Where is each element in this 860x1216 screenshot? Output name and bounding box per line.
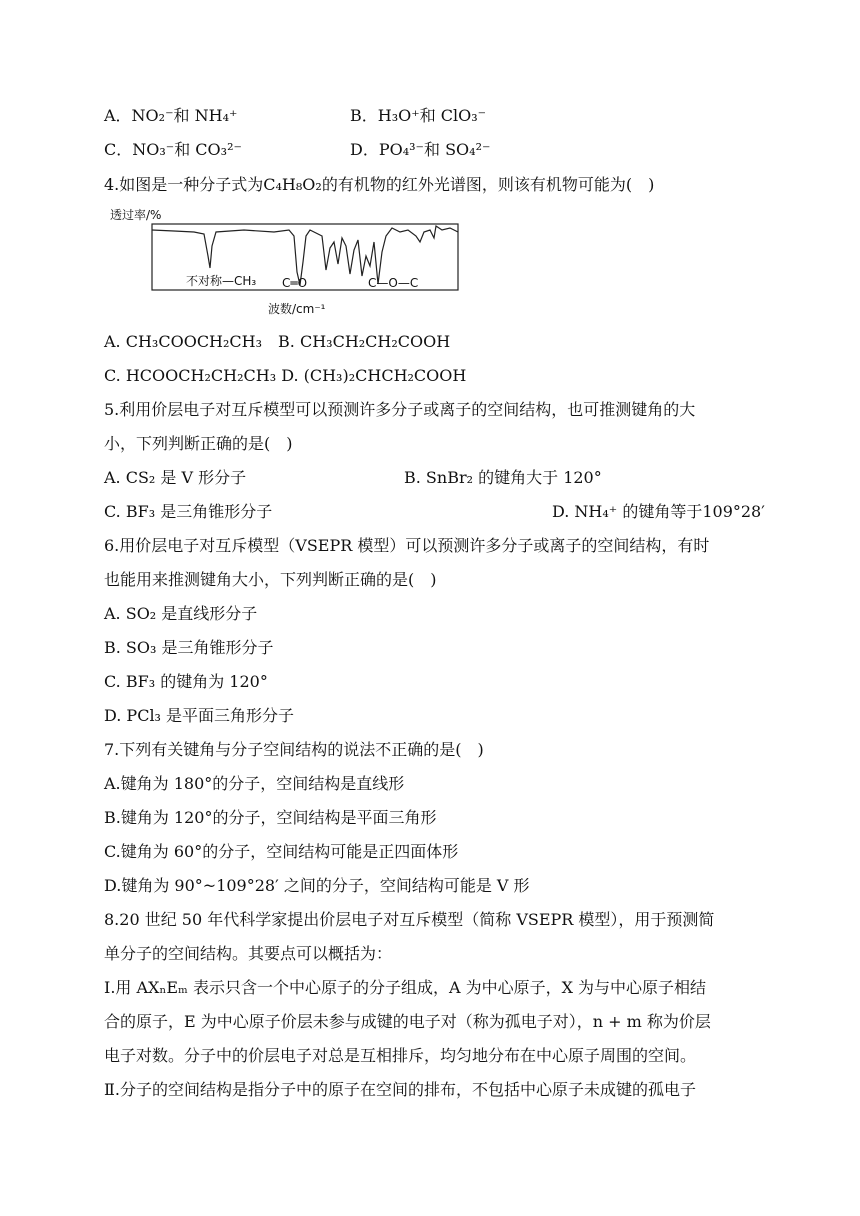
- q5-option-d: D. NH₄⁺ 的键角等于109°28′: [552, 502, 765, 521]
- q4-options-cd: C. HCOOCH₂CH₂CH₃ D. (CH₃)₂CHCH₂COOH: [104, 366, 467, 385]
- q6-option-d: D. PCl₃ 是平面三角形分子: [104, 706, 295, 725]
- q3-option-d: D．PO₄³⁻和 SO₄²⁻: [350, 140, 491, 159]
- q8-line5: 电子对数。分子中的价层电子对总是互相排斥，均匀地分布在中心原子周围的空间。: [104, 1046, 697, 1065]
- q6-stem-line2: 也能用来推测键角大小，下列判断正确的是( ): [104, 570, 437, 589]
- q8-line3: Ⅰ.用 AXₙEₘ 表示只含一个中心原子的分子组成，A 为中心原子，X 为与中心原子相结: [104, 978, 707, 997]
- annotation-asym-ch3: 不对称—CH₃: [186, 274, 257, 288]
- q6-option-a: A. SO₂ 是直线形分子: [104, 604, 258, 623]
- q5-stem-line2: 小，下列判断正确的是( ): [104, 434, 293, 453]
- q5-option-a: A. CS₂ 是 V 形分子: [104, 468, 247, 487]
- annotation-carbonyl: C═O: [282, 276, 308, 290]
- q7-option-c: C.键角为 60°的分子，空间结构可能是正四面体形: [104, 842, 459, 861]
- ir-spectrum-figure: [104, 206, 464, 316]
- q3-option-a: A．NO₂⁻和 NH₄⁺: [104, 106, 238, 125]
- q8-line2: 单分子的空间结构。其要点可以概括为：: [104, 944, 393, 963]
- q8-line4: 合的原子，E 为中心原子价层未参与成键的电子对（称为孤电子对），n + m 称为价层: [104, 1012, 711, 1031]
- q8-line1: 8.20 世纪 50 年代科学家提出价层电子对互斥模型（简称 VSEPR 模型），用于预测简: [104, 910, 715, 929]
- q7-option-b: B.键角为 120°的分子，空间结构是平面三角形: [104, 808, 437, 827]
- q5-option-b: B. SnBr₂ 的键角大于 120°: [404, 468, 602, 487]
- q7-stem: 7.下列有关键角与分子空间结构的说法不正确的是( ): [104, 740, 484, 759]
- spectrum-xlabel: 波数/cm⁻¹: [268, 302, 326, 316]
- q5-option-c: C. BF₃ 是三角锥形分子: [104, 502, 273, 521]
- annotation-ether: C—O—C: [368, 276, 419, 290]
- q8-line6: Ⅱ.分子的空间结构是指分子中的原子在空间的排布，不包括中心原子未成键的孤电子: [104, 1080, 696, 1099]
- q6-stem-line1: 6.用价层电子对互斥模型（VSEPR 模型）可以预测许多分子或离子的空间结构，有时: [104, 536, 710, 555]
- q6-option-b: B. SO₃ 是三角锥形分子: [104, 638, 274, 657]
- q3-option-c: C．NO₃⁻和 CO₃²⁻: [104, 140, 242, 159]
- q5-stem-line1: 5.利用价层电子对互斥模型可以预测许多分子或离子的空间结构，也可推测键角的大: [104, 400, 696, 419]
- spectrum-ylabel: 透过率/%: [110, 208, 162, 222]
- q7-option-a: A.键角为 180°的分子，空间结构是直线形: [104, 774, 405, 793]
- q6-option-c: C. BF₃ 的键角为 120°: [104, 672, 268, 691]
- q7-option-d: D.键角为 90°~109°28′ 之间的分子，空间结构可能是 V 形: [104, 876, 530, 895]
- q3-option-b: B．H₃O⁺和 ClO₃⁻: [350, 106, 487, 125]
- q4-stem: 4.如图是一种分子式为C₄H₈O₂的有机物的红外光谱图，则该有机物可能为( ): [104, 175, 655, 194]
- q4-options-ab: A. CH₃COOCH₂CH₃ B. CH₃CH₂CH₂COOH: [104, 332, 451, 351]
